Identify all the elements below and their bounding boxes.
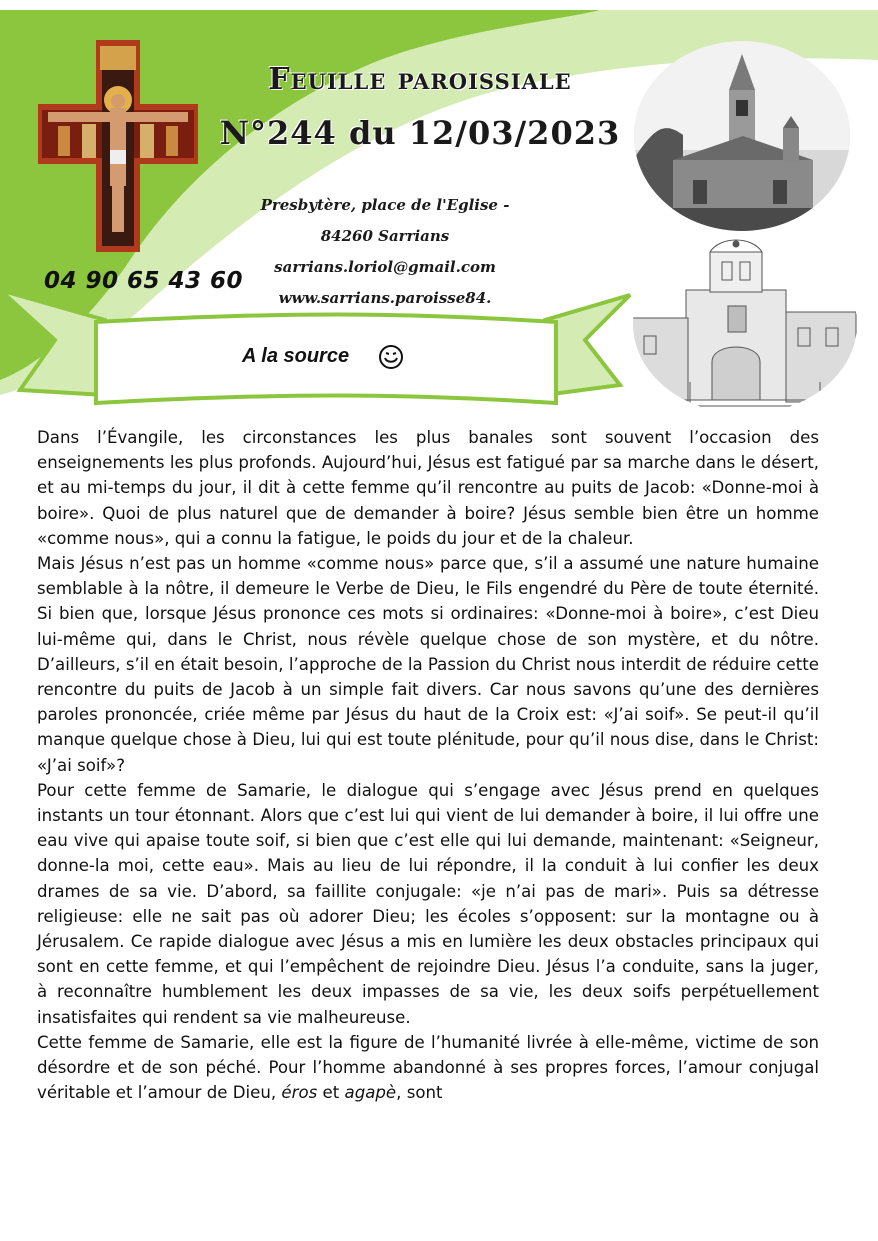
article-body — [37, 425, 819, 1105]
agape-term: agapè — [344, 1083, 397, 1103]
paragraph-text: , sont — [396, 1083, 443, 1103]
article-paragraph: Mais Jésus n’est pas un homme «comme nous» parce que, s’il a assumé une nature humaine semblable à la nôtre, il demeure le Verbe de Dieu, le Fils engendré du Père de toute éternité. Si bien que, lorsque Jésus prononce ces mots si ordinaires: «Donne-moi à boire», c’est Dieu lui-même qui, dans le Christ, nous révèle quelque chose de son mystère, et du nôtre. D’ailleurs, s’il en était besoin, l’approche de la Passion du Christ nous interdit de réduire cette rencontre du puits de Jacob à un simple fait divers. Car nous savons qu’une des dernières paroles prononcée, criée même par Jésus du haut de la Croix est: «J’ai soif». Se peut-il qu’il manque quelque chose à Dieu, lui qui est toute plénitude, pour qu’il nous dise, dans le Christ: «J’ai soif»? — [37, 554, 819, 775]
page-title: Feuille paroissiale — [268, 62, 572, 97]
contact-block — [235, 190, 535, 314]
website-link[interactable]: www.sarrians.paroisse84. — [278, 289, 492, 307]
banner-title: A la source — [242, 345, 350, 367]
address-line2: 84260 Sarrians — [320, 227, 450, 245]
church-photo — [633, 40, 851, 232]
article-paragraph — [37, 1030, 819, 1106]
email-address[interactable]: sarrians.loriol@gmail.com — [274, 258, 496, 276]
eros-term: éros — [281, 1083, 318, 1103]
article-paragraph: Dans l’Évangile, les circonstances les plus banales sont souvent l’occasion des enseignements les plus profonds. Aujourd’hui, Jésus est fatigué par sa marche dans le désert, et au mi-temps du jour, il dit à cette femme qu’il rencontre au puits de Jacob: «Donne-moi à boire». Quoi de plus naturel que de demander à boire? Jésus semble bien être un homme «comme nous», qui a connu la fatigue, le poids du jour et de la chaleur. — [37, 428, 819, 548]
crucifix-image — [38, 40, 198, 252]
address-line1: Presbytère, place de l'Eglise - — [260, 196, 510, 214]
paragraph-text: Cette femme de Samarie, elle est la figure de l’humanité livrée à elle-même, victime de son désordre et de son péché. Pour l’homme abandonné à ses propres forces, l’amour conjugal véritable et l’amour de Dieu, — [37, 1032, 819, 1103]
church-drawing — [630, 232, 860, 412]
paragraph-text: et — [317, 1083, 345, 1103]
smiley-icon — [378, 344, 404, 370]
issue-number-date: N°244 du 12/03/2023 — [219, 114, 621, 152]
article-paragraph: Pour cette femme de Samarie, le dialogue qui s’engage avec Jésus prend en quelques instants un tour étonnant. Alors que c’est lui qui vient de lui demander à boire, il lui offre une eau vive qui apaise toute soif, si bien que c’est elle qui lui demande, maintenant: «Seigneur, donne-la moi, cette eau». Mais au lieu de lui répondre, il la conduit à lui confier les deux drames de sa vie. D’abord, sa faillite conjugale: «je n’ai pas de mari». Puis sa détresse religieuse: elle ne sait pas où adorer Dieu; les écoles s’opposent: sur la montagne ou à Jérusalem. Ce rapide dialogue avec Jésus a mis en lumière les deux obstacles principaux qui sont en cette femme, et qui l’empêchent de rejoindre Dieu. Jésus l’a conduite, sans la juger, à reconnaître humblement les deux impasses de sa vie, les deux soifs perpétuellement insatisfaites qui rendent sa vie malheureuse. — [37, 780, 819, 1027]
phone-number: 04 90 65 43 60 — [44, 268, 244, 294]
